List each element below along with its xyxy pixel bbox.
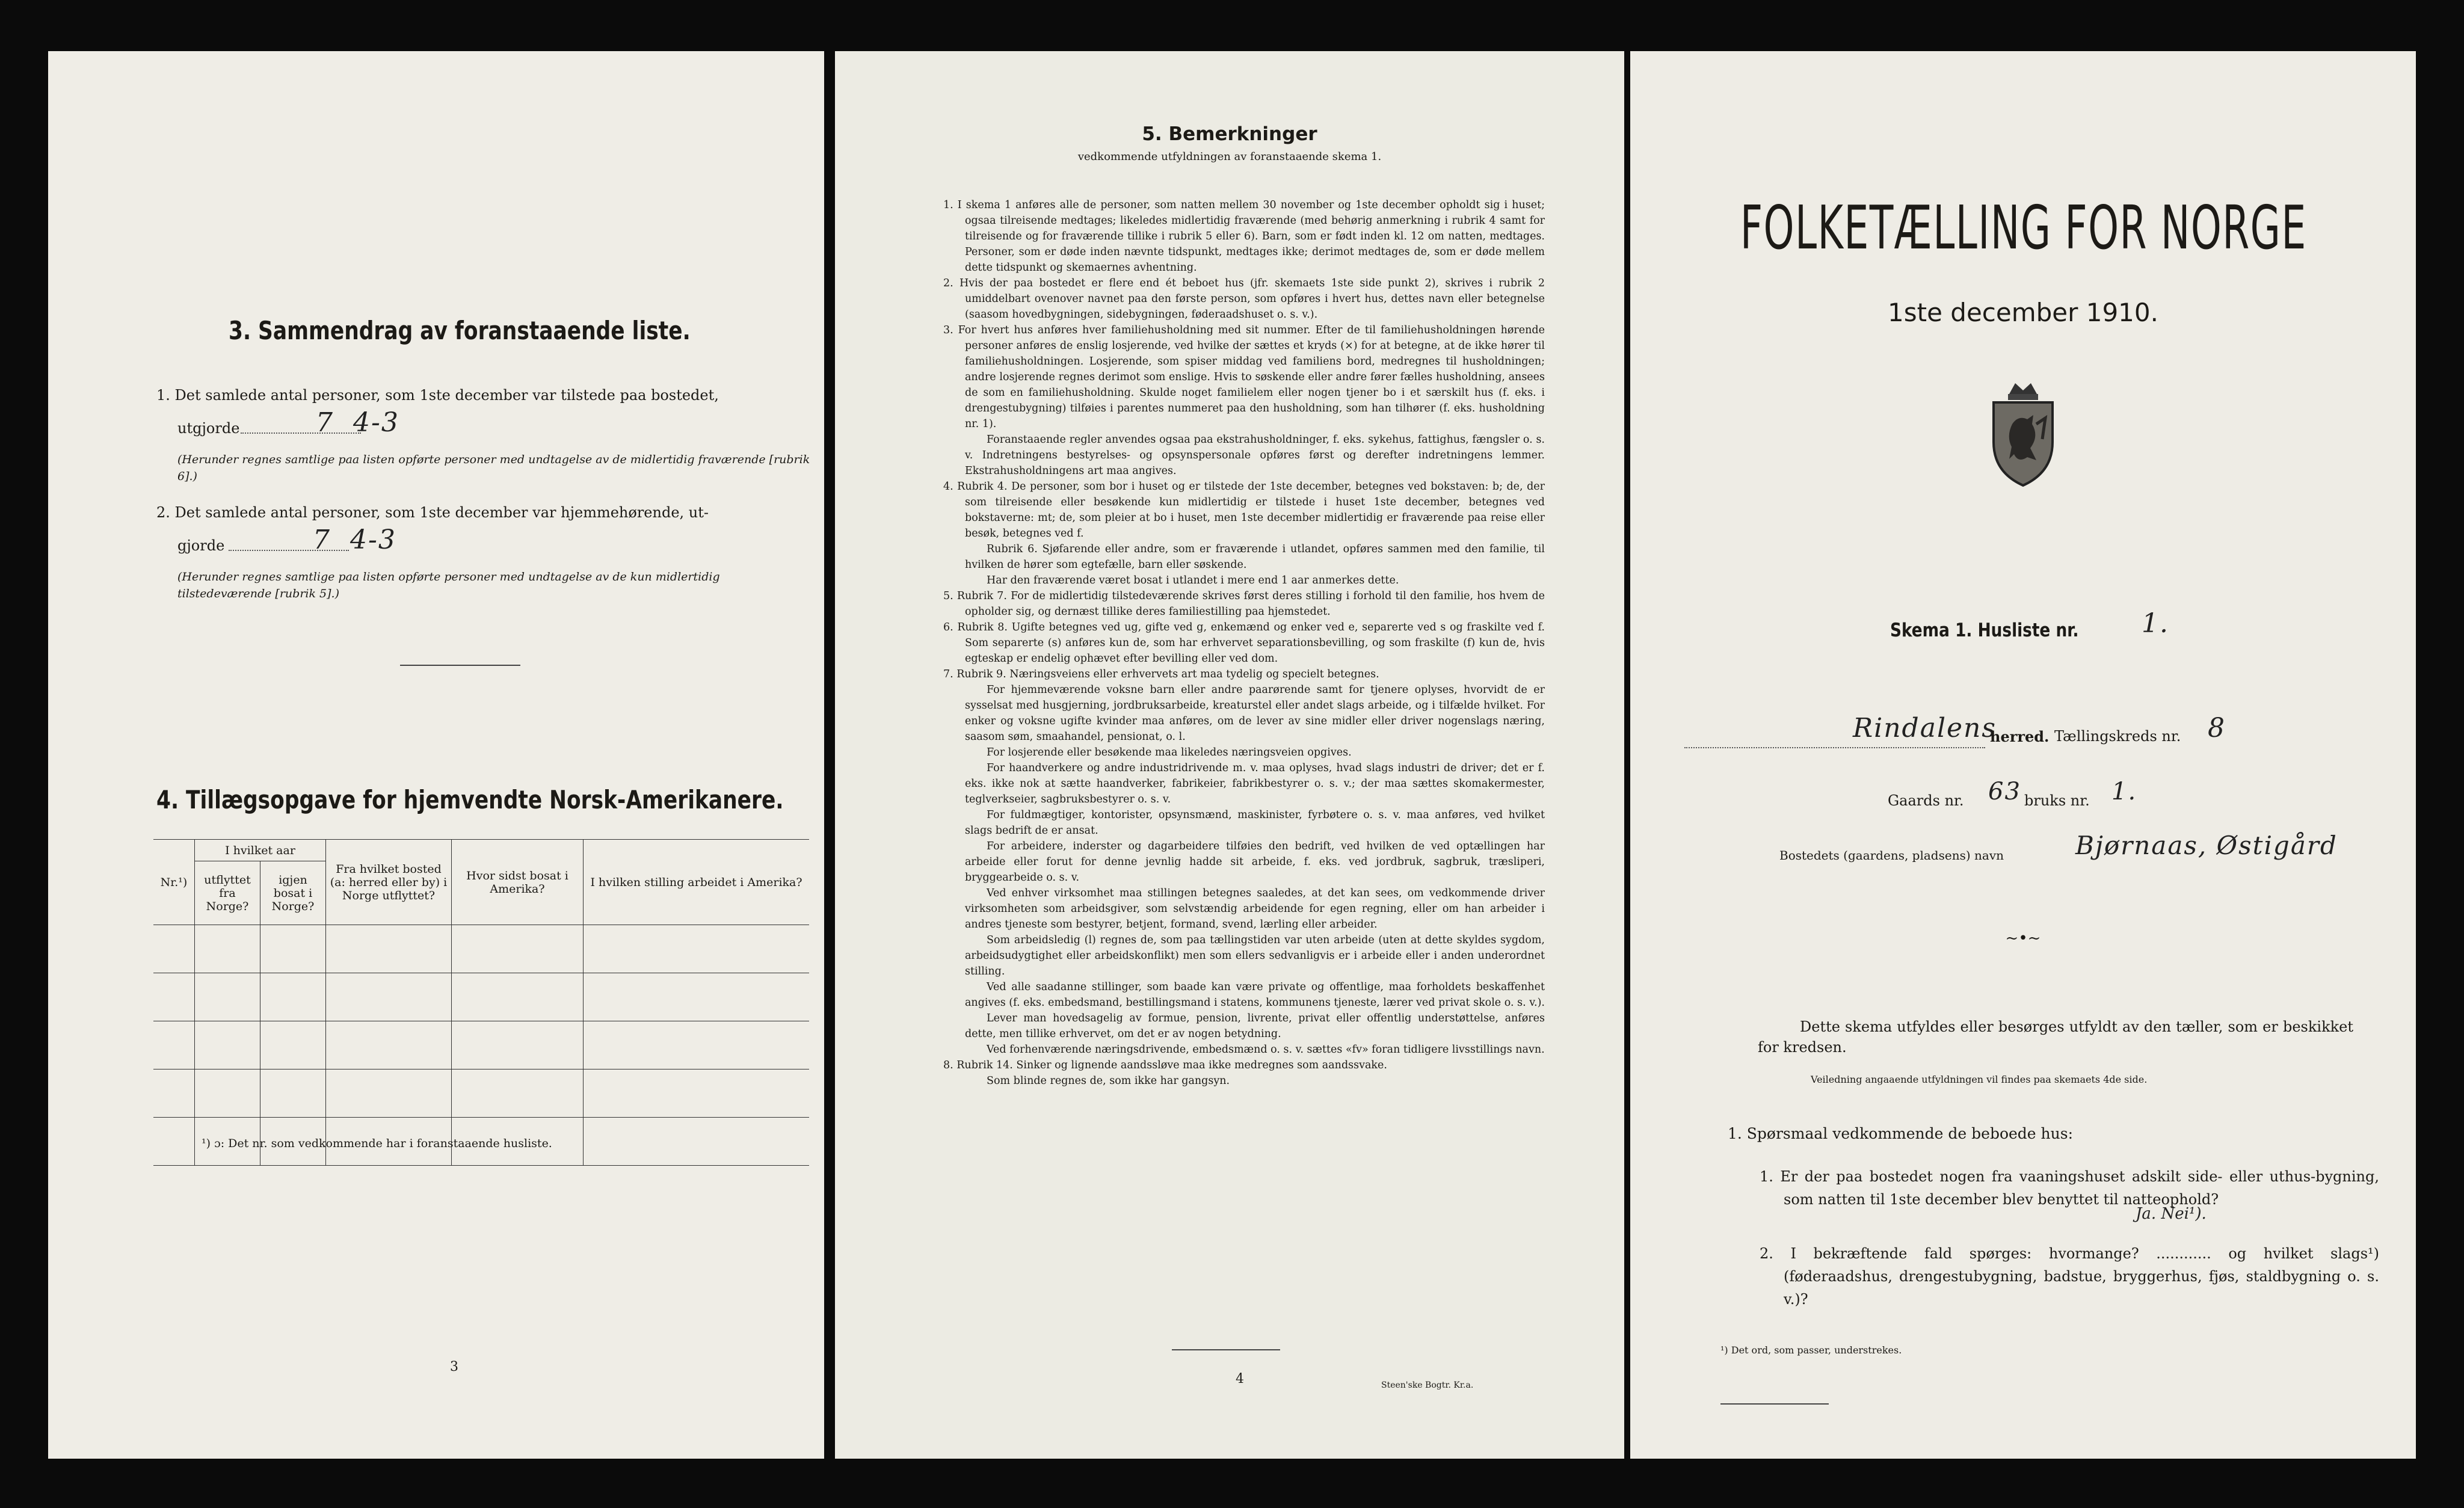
remark-paragraph: Rubrik 6. Sjøfarende eller andre, som er fraværende i utlandet, opføres sammen med den familie, til hvilken de hører som egtefælle, barn eller søskende.: [965, 543, 1545, 571]
divider: [1172, 1349, 1280, 1350]
herred-label: herred.: [1990, 728, 2050, 745]
bosted-label: Bostedets (gaardens, pladsens) navn: [1779, 848, 2004, 863]
remark-paragraph: 8. Rubrik 14. Sinker og lignende aandssløve maa ikke medregnes som aandssvake.: [943, 1059, 1387, 1071]
schema-label: Skema 1. Husliste nr.: [1890, 620, 2079, 641]
remark-paragraph: 2. Hvis der paa bostedet er flere end ét beboet hus (jfr. skemaets 1ste side punkt 2), skrives i rubrik 2 umiddelbart ovenover navnet paa den første person, som opføres i hvert hus, dettes navn eller betegnelse (saasom hovedbygningen, sidebygningen, føderaadshuset o. s. v.).: [943, 277, 1545, 321]
item-2-label: gjorde: [177, 537, 225, 554]
col-from-where: Fra hvilket bosted (a: herred eller by) i Norge utflyttet?: [326, 840, 452, 925]
page-4: [835, 51, 1624, 1459]
col-nr: Nr.¹): [153, 840, 195, 925]
divider: [1720, 1403, 1829, 1405]
remark-paragraph: Ved forhenværende næringsdrivende, embedsmænd o. s. v. sættes «fv» foran tidligere livsstillings navn.: [987, 1044, 1545, 1056]
remark-paragraph: 3. For hvert hus anføres hver familiehusholdning med sit nummer. Efter de til familiehusholdningen hørende personer anføres de enslig losjerende, ved hvilke der sættes et kryds (×) for at betegne, at de ikke hører til familiehusholdningen. Losjerende, som spiser middag ved familiens bord, medregnes til husholdningen; andre losjerende regnes derimot som enslige. Hvis to søskende eller andre fører fælles husholdning, ansees de som en familiehusholdning. Skulde noget familielem eller nogen tjener bo i et særskilt hus (f. eks. i drengestubygning) tilføies i parentes nummeret paa den husholdning, som han tilhører (f. eks. husholdning nr. 1).: [943, 324, 1545, 430]
bruks-value: 1.: [2111, 778, 2137, 805]
herred-value: Rindalens: [1853, 713, 1997, 743]
page-number: 3: [450, 1359, 458, 1374]
col-returned: igjen bosat i Norge?: [260, 861, 326, 925]
page-3: [48, 51, 824, 1459]
schema-value: 1.: [2142, 608, 2169, 639]
bosted-value: Bjørnaas, Østigård: [2075, 831, 2338, 860]
col-emigrated: utflyttet fra Norge?: [195, 861, 260, 925]
item-1-value: 7 4-3: [316, 407, 399, 438]
coat-of-arms-icon: [1985, 382, 2061, 488]
col-position: I hvilken stilling arbeidet i Amerika?: [584, 840, 810, 925]
bruks-label: bruks nr.: [2024, 792, 2090, 809]
table-row: [153, 1021, 809, 1069]
remarks-text: [943, 197, 1545, 1089]
remark-paragraph: For losjerende eller besøkende maa likeledes næringsveien opgives.: [987, 746, 1352, 759]
ornament: ~•~: [2005, 929, 2041, 947]
section-3-heading: 3. Sammendrag av foranstaaende liste.: [229, 316, 691, 345]
remark-paragraph: Som arbeidsledig (l) regnes de, som paa tællingstiden var uten arbeide (uten at dette skyldes sygdom, arbeidsudygtighet eller arbeidskonflikt) men som ellers sedvanligvis er i arbeide eller i anden underordnet stilling.: [965, 934, 1545, 977]
krets-value: 8: [2208, 713, 2226, 743]
remark-paragraph: Som blinde regnes de, som ikke har gangsyn.: [987, 1075, 1230, 1087]
guidance-text: Veiledning angaaende utfyldningen vil findes paa skemaets 4de side.: [1811, 1074, 2148, 1085]
remark-paragraph: Ved enhver virksomhet maa stillingen betegnes saaledes, at det kan sees, om vedkommende driver virksomheten som arbeidsgiver, som selvstændig arbeidende for egen regning, eller om han arbeider i andres tjeneste som bestyrer, betjent, formand, svend, lærling eller arbeider.: [965, 887, 1545, 931]
table-row: [153, 925, 809, 973]
remark-paragraph: Har den fraværende været bosat i utlandet i mere end 1 aar anmerkes dette.: [987, 574, 1399, 586]
item-1-note: (Herunder regnes samtlige paa listen opførte personer med undtagelse av de midlertidig fraværende [rubrik 6].): [177, 453, 810, 483]
item-2-note: (Herunder regnes samtlige paa listen opførte personer med undtagelse av de kun midlertidig tilstedeværende [rubrik 5].): [177, 570, 720, 600]
cover-page: [1630, 51, 2416, 1459]
questions-heading: 1. Spørsmaal vedkommende de beboede hus:: [1728, 1125, 2073, 1142]
remark-paragraph: 4. Rubrik 4. De personer, som bor i huset og er tilstede der 1ste december, betegnes ved bokstaven: b; de, der som tilreisende eller besøkende kun midlertidig er tilstede i huset 1ste december, betegnes ved bokstaverne: mt; de, som pleier at bo i huset, men 1ste december midlertidig er fraværende paa reise eller besøk, betegnes ved f.: [943, 481, 1545, 540]
remark-paragraph: Lever man hovedsagelig av formue, pension, livrente, privat eller offentlig understøttelse, anføres dette, men tillike erhvervet, om det er av nogen betydning.: [965, 1012, 1545, 1040]
item-1-text: 1. Det samlede antal personer, som 1ste december var tilstede paa bostedet,: [156, 387, 719, 404]
remark-paragraph: 7. Rubrik 9. Næringsveiens eller erhvervets art maa tydelig og specielt betegnes.: [943, 668, 1379, 680]
divider: [400, 665, 520, 666]
question-1: 1. Er der paa bostedet nogen fra vaaningshuset adskilt side- eller uthus-bygning, som natten til 1ste december blev benyttet til natteophold?: [1760, 1168, 2379, 1208]
cover-date: 1ste december 1910.: [1888, 298, 2158, 327]
question-2: 2. I bekræftende fald spørges: hvormange? ............ og hvilket slags¹) (føderaadshus, drengestubygning, badstue, bryggerhus, fjøs, staldbygning o. s. v.)?: [1760, 1245, 2379, 1308]
col-last-where: Hvor sidst bosat i Amerika?: [452, 840, 584, 925]
instruction-text: Dette skema utfyldes eller besørges utfyldt av den tæller, som er beskikket for kredsen.: [1758, 1018, 2353, 1056]
col-year-group: I hvilket aar: [195, 840, 326, 861]
printer-imprint: Steen'ske Bogtr. Kr.a.: [1381, 1380, 1474, 1390]
page-number: 4: [1236, 1371, 1244, 1386]
remark-paragraph: Foranstaaende regler anvendes ogsaa paa ekstrahusholdninger, f. eks. sykehus, fattighus, fængsler o. s. v. Indretningens bestyrelses- og opsynspersonale opføres først og derefter indretningens lemmer. Ekstrahusholdningens art maa angives.: [965, 434, 1545, 477]
remark-paragraph: For fuldmægtiger, kontorister, opsynsmænd, maskinister, fyrbøtere o. s. v. maa anføres, ved hvilket slags bedrift de er ansat.: [965, 809, 1545, 837]
table-footnote: ¹) ɔ: Det nr. som vedkommende har i foranstaaende husliste.: [202, 1137, 552, 1150]
cover-title: FOLKETÆLLING FOR NORGE: [1740, 192, 2307, 263]
section-4-heading: 4. Tillægsopgave for hjemvendte Norsk-Amerikanere.: [156, 785, 784, 814]
remark-paragraph: 1. I skema 1 anføres alle de personer, som natten mellem 30 november og 1ste december opholdt sig i huset; ogsaa tilreisende medtages; likeledes midlertidig fraværende (med behørig anmerkning i rubrik 4 samt for tilreisende og for fraværende tillike i rubrik 5 eller 6). Barn, som er født inden kl. 12 om natten, medtages. Personer, som er døde inden nævnte tidspunkt, medtages ikke; derimot medtages de, som er døde mellem dette tidspunkt og skemaernes avhentning.: [943, 199, 1545, 274]
item-1-label: utgjorde: [177, 420, 240, 437]
remark-paragraph: For hjemmeværende voksne barn eller andre paarørende samt for tjenere oplyses, hvorvidt de er sysselsat med husgjerning, jordbruksarbeide, kreaturstel eller andet slags arbeide, og i tilfælde hvilket. For enker og voksne ugifte kvinder maa anføres, om de lever av sine midler eller driver nogenslags næring, saasom søm, smaahandel, pensionat, o. l.: [965, 684, 1545, 743]
item-2-text: 2. Det samlede antal personer, som 1ste december var hjemmehørende, ut-: [156, 504, 709, 521]
remark-paragraph: For arbeidere, inderster og dagarbeidere tilføies den bedrift, ved hvilken de ved optællingen har arbeide eller forut for denne jevnlig hadde sit arbeide, f. eks. ved jordbruk, sagbruk, træsliperi, bryggearbeide o. s. v.: [965, 840, 1545, 884]
remarks-heading: 5. Bemerkninger: [1142, 123, 1317, 145]
gaards-value: 63: [1988, 778, 2021, 805]
question-1-answer: Ja. Nei¹).: [2136, 1205, 2207, 1223]
remarks-subheading: vedkommende utfyldningen av foranstaaende skema 1.: [1077, 150, 1382, 163]
cover-footnote: ¹) Det ord, som passer, understrekes.: [1720, 1344, 1902, 1356]
cover-title-wrap: [1630, 192, 2416, 263]
remark-paragraph: 6. Rubrik 8. Ugifte betegnes ved ug, gifte ved g, enkemænd og enker ved e, separerte ved s og fraskilte ved f. Som separerte (s) anføres kun de, som har erhvervet separationsbevilling, og som fraskilte (f) kun de, hvis egteskap er endelig ophævet efter bevilling eller ved dom.: [943, 621, 1545, 665]
gaards-label: Gaards nr.: [1888, 792, 1964, 809]
norsk-amerikanere-table: [153, 839, 809, 1166]
remark-paragraph: For haandverkere og andre industridrivende m. v. maa oplyses, hvad slags industri de driver; det er f. eks. ikke nok at sætte haandverker, fabrikeier, fabrikbestyrer o. s. v.; der maa sættes skomakermester, teglverkseier, sagbruksbestyrer o. s. v.: [965, 762, 1545, 805]
krets-label: Tællingskreds nr.: [2054, 728, 2181, 745]
remark-paragraph: 5. Rubrik 7. For de midlertidig tilstedeværende skrives først deres stilling i forhold til den familie, hos hvem de opholder sig, og dernæst tillike deres familiestilling paa hjemstedet.: [943, 590, 1545, 618]
table-row: [153, 973, 809, 1021]
item-2-value: 7 4-3: [313, 525, 396, 555]
table-row: [153, 1069, 809, 1118]
remark-paragraph: Ved alle saadanne stillinger, som baade kan være private og offentlige, maa forholdets beskaffenhet angives (f. eks. embedsmand, bestillingsmand i statens, kommunens tjeneste, lærer ved privat skole o. s. v.).: [965, 981, 1545, 1009]
